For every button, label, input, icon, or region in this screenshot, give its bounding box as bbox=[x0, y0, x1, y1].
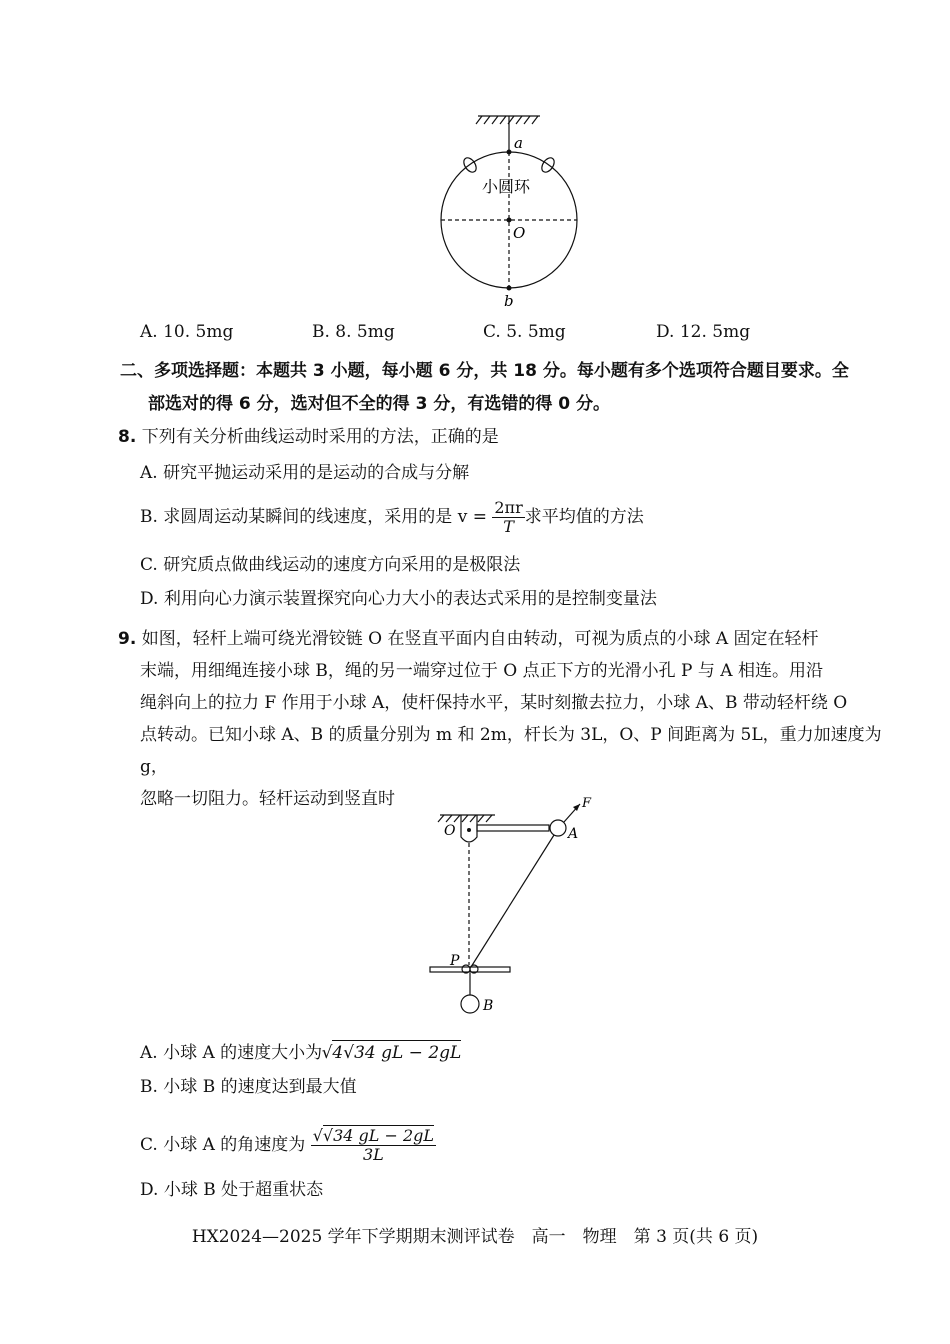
q7-option-d: D. 12. 5mg bbox=[656, 322, 751, 342]
q9-option-a-prefix: A. 小球 A 的速度大小为 bbox=[140, 1043, 323, 1063]
page-footer: HX2024—2025 学年下学期期末测评试卷 高一 物理 第 3 页(共 6 页) bbox=[191, 1227, 759, 1247]
q8-option-a: A. 研究平抛运动采用的是运动的合成与分解 bbox=[140, 463, 470, 483]
q8-frac-den: T bbox=[503, 517, 514, 536]
figure-rod-balls bbox=[420, 795, 600, 1025]
label-F: F bbox=[582, 796, 592, 811]
section2-line2: 部选对的得 6 分，选对但不全的得 3 分，有选错的得 0 分。 bbox=[148, 394, 610, 414]
figure-ring-circle bbox=[420, 108, 600, 313]
q9-c-num: √34 gL − 2gL bbox=[322, 1126, 435, 1145]
label-B: B bbox=[483, 998, 494, 1014]
q8-option-c: C. 研究质点做曲线运动的速度方向采用的是极限法 bbox=[140, 555, 521, 575]
q7-option-c: C. 5. 5mg bbox=[483, 322, 566, 342]
q8-option-d: D. 利用向心力演示装置探究向心力大小的表达式采用的是控制变量法 bbox=[140, 589, 657, 609]
q9-line5: 忽略一切阻力。轻杆运动到竖直时 bbox=[140, 789, 395, 809]
q9-number: 9. bbox=[118, 629, 137, 649]
q8-option-b-suffix: 求平均值的方法 bbox=[524, 507, 644, 527]
label-O: O bbox=[513, 224, 526, 242]
label-A: A bbox=[568, 826, 579, 842]
q9-option-b: B. 小球 B 的速度达到最大值 bbox=[140, 1077, 357, 1097]
q8-number: 8. bbox=[118, 427, 137, 447]
q8-option-b-prefix: B. 求圆周运动某瞬间的线速度，采用的是 v = bbox=[140, 507, 487, 527]
q9-option-d: D. 小球 B 处于超重状态 bbox=[140, 1180, 324, 1200]
label-a: a bbox=[514, 134, 523, 152]
q7-option-b: B. 8. 5mg bbox=[312, 322, 395, 342]
q9-line4: 点转动。已知小球 A、B 的质量分别为 m 和 2m，杆长为 3L，O、P 间距离为 5L，重力加速度为 g， bbox=[140, 725, 882, 777]
q9-option-c bbox=[140, 1122, 436, 1168]
q9-angular-velocity-fraction: $\frac{√√34 gL - 2gL}{3L}$ bbox=[312, 1126, 435, 1164]
q8-stem bbox=[118, 425, 499, 449]
q9-c-den: 3L bbox=[362, 1145, 384, 1164]
section2-instructions bbox=[120, 355, 890, 421]
q8-stem-text: 下列有关分析曲线运动时采用的方法，正确的是 bbox=[141, 427, 499, 447]
q9-option-a: A. 小球 A 的速度大小为 √4√34 gL − 2gL bbox=[140, 1040, 461, 1065]
q8-formula-fraction bbox=[492, 499, 524, 536]
q9-line3: 绳斜向上的拉力 F 作用于小球 A，使杆保持水平，某时刻撤去拉力，小球 A、B 带动轻杆绕 O bbox=[140, 693, 848, 713]
label-small-ring: 小圆环 bbox=[482, 177, 531, 196]
label-P: P bbox=[450, 953, 460, 969]
section2-line1: 二、多项选择题：本题共 3 小题，每小题 6 分，共 18 分。每小题有多个选项符合题目要求。全 bbox=[120, 361, 849, 381]
q9-option-a-expr: 4√34 gL − 2gL bbox=[332, 1043, 462, 1063]
q8-frac-num: 2πr bbox=[494, 498, 523, 517]
q8-option-b bbox=[140, 497, 644, 537]
q9-option-c-prefix: C. 小球 A 的角速度为 bbox=[140, 1135, 306, 1155]
q9-stem bbox=[118, 623, 890, 815]
q9-line1: 如图，轻杆上端可绕光滑铰链 O 在竖直平面内自由转动，可视为质点的小球 A 固定在轻杆 bbox=[141, 629, 819, 649]
q7-option-a: A. 10. 5mg bbox=[140, 322, 234, 342]
label-b: b bbox=[504, 292, 514, 310]
q9-line2: 末端，用细绳连接小球 B，绳的另一端穿过位于 O 点正下方的光滑小孔 P 与 A 相连。用沿 bbox=[140, 661, 823, 681]
label-O: O bbox=[444, 823, 456, 839]
